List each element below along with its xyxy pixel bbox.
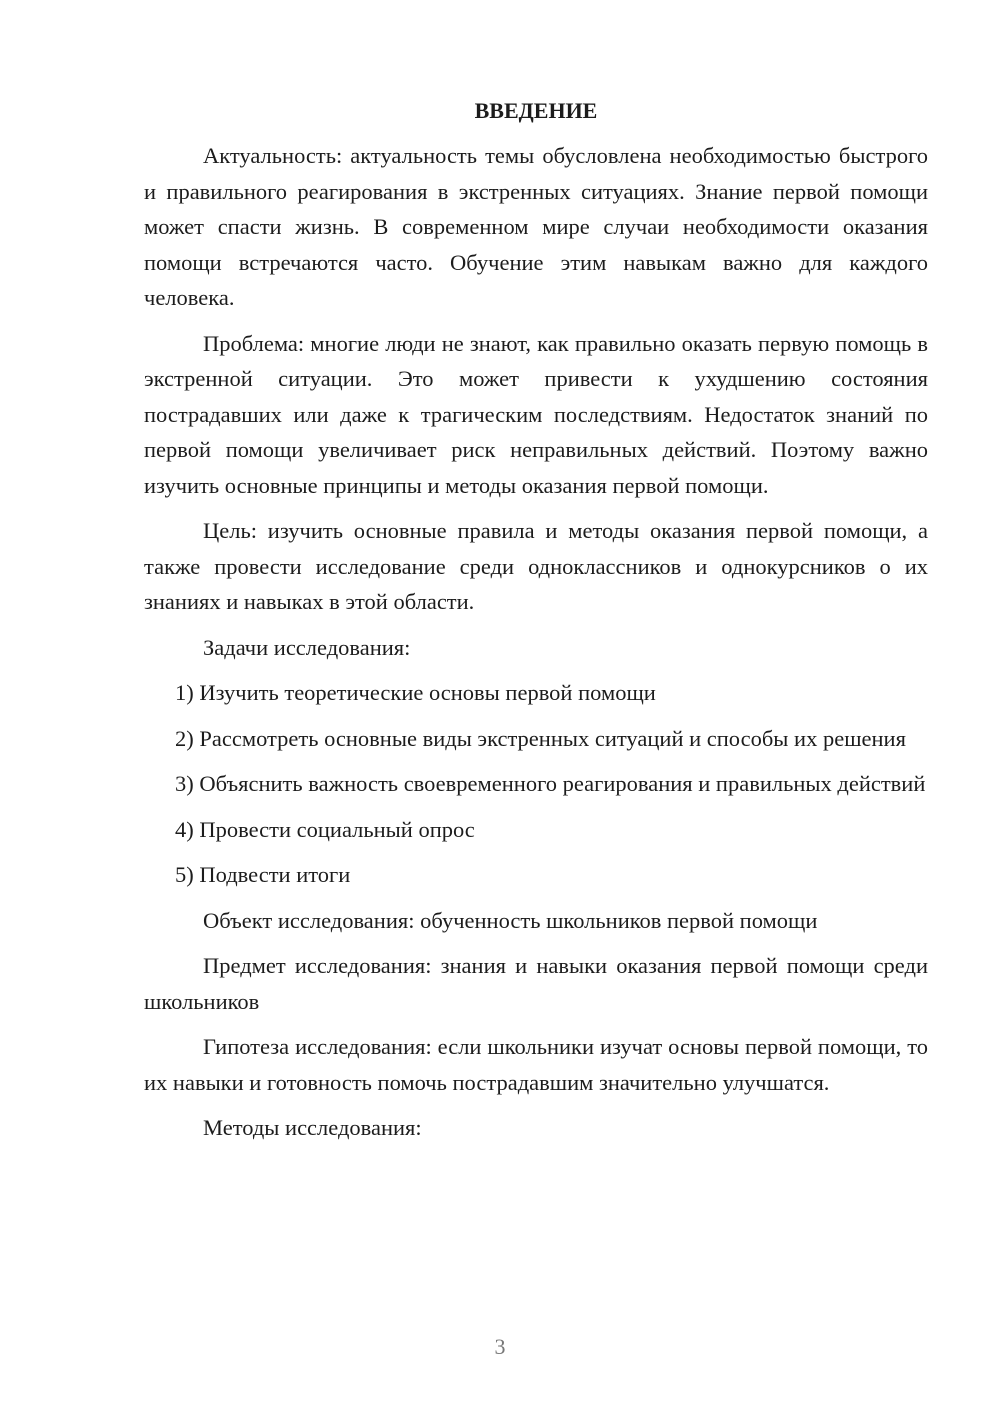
- problem-paragraph: Проблема: многие люди не знают, как правильно оказать первую помощь в экстренной ситуации. Это может привести к ухудшению состояния пострадавших или даже к трагическим последствиям. Недостаток знаний по первой помощи увеличивает риск неправильных действий. Поэтому важно изучить основные принципы и методы оказания первой помощи.: [144, 330, 928, 498]
- object-paragraph: Объект исследования: обученность школьников первой помощи: [203, 907, 818, 933]
- tasks-heading: Задачи исследования:: [203, 634, 411, 660]
- page-content: [144, 96, 928, 1156]
- methods-heading: Методы исследования:: [203, 1115, 422, 1140]
- task-item-4: 4) Провести социальный опрос: [175, 816, 475, 842]
- page-number: 3: [494, 1334, 506, 1359]
- relevance-paragraph: Актуальность: актуальность темы обусловлена необходимостью быстрого и правильного реагирования в экстренных ситуациях. Знание первой помощи может спасти жизнь. В современном мире случаи необходимости оказания помощи встречаются часто. Обучение этим навыкам важно для каждого человека.: [144, 143, 928, 310]
- task-item-3: 3) Объяснить важность своевременного реагирования и правильных действий: [175, 771, 926, 796]
- task-item-5: 5) Подвести итоги: [175, 862, 351, 887]
- task-item-2: 2) Рассмотреть основные виды экстренных ситуаций и способы их решения: [175, 725, 906, 751]
- task-item-1: 1) Изучить теоретические основы первой помощи: [175, 680, 656, 705]
- subject-paragraph: Предмет исследования: знания и навыки оказания первой помощи среди школьников: [144, 953, 928, 1014]
- hypothesis-paragraph: Гипотеза исследования: если школьники изучат основы первой помощи, то их навыки и готовность помочь пострадавшим значительно улучшатся.: [144, 1034, 928, 1095]
- section-title: ВВЕДЕНИЕ: [474, 98, 598, 123]
- goal-paragraph: Цель: изучить основные правила и методы оказания первой помощи, а также провести исследование среди одноклассников и однокурсников о их знаниях и навыках в этой области.: [144, 518, 928, 614]
